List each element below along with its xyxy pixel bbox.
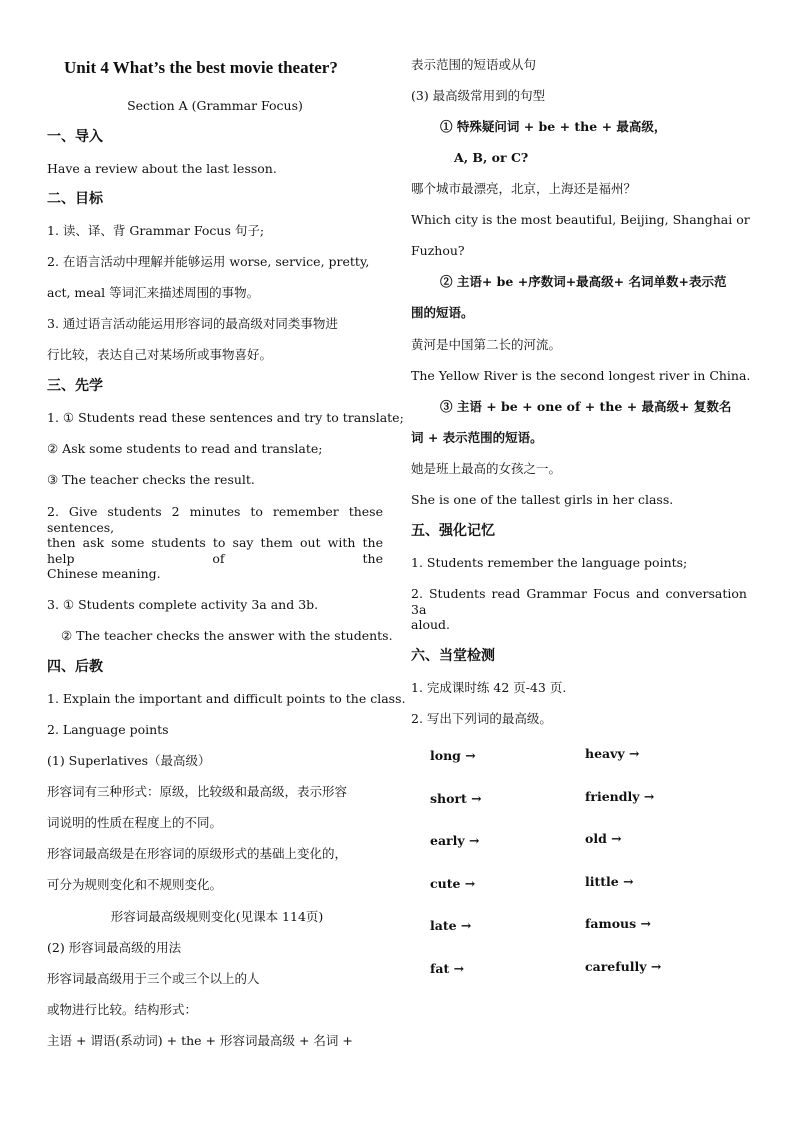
word-item: famous → xyxy=(585,916,651,931)
word-item: old → xyxy=(585,831,622,846)
text-line: aloud. xyxy=(411,617,451,632)
text-line: 形容词最高级是在形容词的原级形式的基础上变化的， xyxy=(47,846,348,861)
text-line: Chinese meaning. xyxy=(47,566,161,581)
pattern-line: 词 + 表示范围的短语。 xyxy=(411,430,543,445)
text-line: 黄河是中国第二长的河流。 xyxy=(411,337,562,352)
text-line: Have a review about the last lesson. xyxy=(47,161,277,176)
text-line: 形容词有三种形式：原级，比较级和最高级，表示形容 xyxy=(47,784,348,799)
section-heading-intro: 一、导入 xyxy=(47,129,103,145)
pattern-line: ② 主语+ be +序数词+最高级+ 名词单数+表示范 xyxy=(440,274,727,289)
word-item: friendly → xyxy=(585,789,655,804)
word-item: carefully → xyxy=(585,959,662,974)
word-item: short → xyxy=(430,791,482,806)
text-line: (3) 最高级常用到的句型 xyxy=(411,88,546,103)
text-line: 或物进行比较。结构形式： xyxy=(47,1002,198,1017)
section-heading-test: 六、当堂检测 xyxy=(411,648,495,664)
text-line: 词说明的性质在程度上的不同。 xyxy=(47,815,223,830)
text-line: 2. Give students 2 minutes to remember these sentences, xyxy=(47,504,383,535)
text-line: 表示范围的短语或从句 xyxy=(411,57,537,72)
text-line: act, meal 等词汇来描述周围的事物。 xyxy=(47,285,260,300)
text-line: 2. 在语言活动中理解并能够运用 worse, service, pretty, xyxy=(47,254,370,269)
text-line: 形容词最高级规则变化(见课本 114页) xyxy=(110,909,324,924)
text-line: 可分为规则变化和不规则变化。 xyxy=(47,877,223,892)
text-line: 主语 + 谓语(系动词) + the + 形容词最高级 + 名词 + xyxy=(47,1033,353,1048)
text-line: 她是班上最高的女孩之一。 xyxy=(411,461,562,476)
text-line: She is one of the tallest girls in her class. xyxy=(411,492,674,507)
word-item: cute → xyxy=(430,876,476,891)
pattern-line: A, B, or C? xyxy=(454,150,529,165)
section-heading-reinforce: 五、强化记忆 xyxy=(411,523,495,539)
text-line: (2) 形容词最高级的用法 xyxy=(47,940,182,955)
text-line: 1. Explain the important and difficult points to the class. xyxy=(47,691,406,706)
text-line: 3. 通过语言活动能运用形容词的最高级对同类事物进 xyxy=(47,316,338,331)
text-line: (1) Superlatives（最高级） xyxy=(47,753,211,768)
text-line: 2. Language points xyxy=(47,722,169,737)
word-item: fat → xyxy=(430,961,465,976)
word-item: little → xyxy=(585,874,634,889)
word-item: early → xyxy=(430,833,480,848)
section-heading-goals: 二、目标 xyxy=(47,191,103,207)
page-title: Unit 4 What’s the best movie theater? xyxy=(64,58,338,77)
text-line: then ask some students to say them out with the help of the xyxy=(47,535,383,566)
text-line: 行比较，表达自己对某场所或事物喜好。 xyxy=(47,347,273,362)
text-line: 1. 完成课时练 42 页-43 页. xyxy=(411,680,567,695)
text-line: Fuzhou? xyxy=(411,243,465,258)
section-heading-teaching: 四、后教 xyxy=(47,659,103,675)
text-line: 1. ① Students read these sentences and try to translate; xyxy=(47,410,404,425)
word-item: heavy → xyxy=(585,746,640,761)
pattern-line: ③ 主语 + be + one of + the + 最高级+ 复数名 xyxy=(440,399,732,414)
text-line: 哪个城市最漂亮，北京，上海还是福州？ xyxy=(411,181,637,196)
pattern-line: ① 特殊疑问词 + be + the + 最高级， xyxy=(440,119,667,134)
text-line: ③ The teacher checks the result. xyxy=(47,472,255,487)
section-heading-prestudy: 三、先学 xyxy=(47,378,103,394)
text-line: 1. 读、译、背 Grammar Focus 句子; xyxy=(47,223,265,238)
text-line: 2. 写出下列词的最高级。 xyxy=(411,711,552,726)
text-line: 1. Students remember the language points; xyxy=(411,555,688,570)
text-line: ② Ask some students to read and translate; xyxy=(47,441,323,456)
text-line: Which city is the most beautiful, Beijing, Shanghai or xyxy=(411,212,750,227)
text-line: 3. ① Students complete activity 3a and 3b. xyxy=(47,597,319,612)
text-line: The Yellow River is the second longest river in China. xyxy=(411,368,751,383)
page-subtitle: Section A (Grammar Focus) xyxy=(127,98,303,113)
word-item: late → xyxy=(430,918,472,933)
word-item: long → xyxy=(430,748,476,763)
text-line: ② The teacher checks the answer with the students. xyxy=(61,628,393,643)
pattern-line: 围的短语。 xyxy=(411,305,474,320)
text-line: 形容词最高级用于三个或三个以上的人 xyxy=(47,971,260,986)
text-line: 2. Students read Grammar Focus and conversation 3a xyxy=(411,586,747,617)
